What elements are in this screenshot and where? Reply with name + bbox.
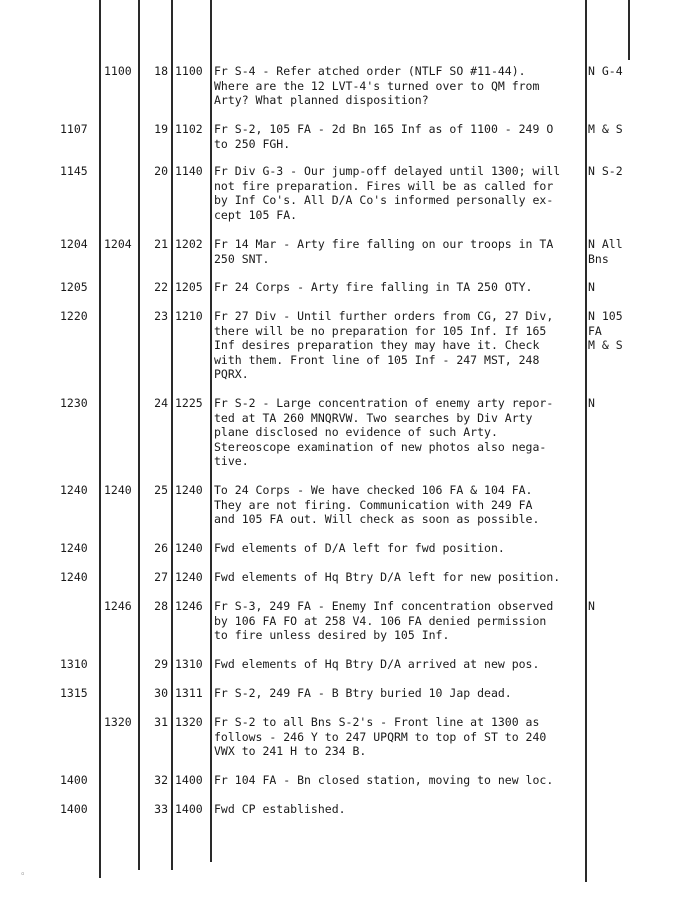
message-time: 1400 [175, 773, 203, 787]
message-line: Fwd elements of Hq Btry D/A arrived at new pos. [214, 657, 540, 671]
serial-number: 27 [154, 570, 168, 584]
message-text [214, 280, 584, 295]
message-line: Inf desires preparation they may have it. Check [214, 338, 540, 352]
time-in: 1315 [60, 686, 88, 700]
message-line: not fire preparation. Fires will be as called for [214, 178, 554, 193]
time-received: 1240 [104, 483, 132, 497]
message-line: there will be no preparation for 105 Inf. If 165 [214, 323, 547, 338]
time-in: 1205 [60, 280, 88, 294]
message-line: Fr 27 Div - Until further orders from CG, 27 Div, [214, 309, 554, 323]
scan-mark: ◦ [20, 870, 26, 880]
time-in: 1204 [60, 237, 88, 251]
message-time: 1102 [175, 122, 203, 136]
message-line: Fr S-2 - Large concentration of enemy arty repor- [214, 396, 554, 410]
time-in: 1400 [60, 802, 88, 816]
message-line: by Inf Co's. All D/A Co's informed personally ex- [214, 193, 554, 207]
message-time: 1320 [175, 715, 203, 729]
message-line: Fwd CP established. [214, 802, 346, 816]
message-line: Fr 24 Corps - Arty fire falling in TA 250 OTY. [214, 280, 533, 294]
message-text [214, 686, 584, 701]
action-taken [588, 599, 648, 614]
message-text [214, 657, 584, 672]
action-line: N [588, 396, 595, 410]
time-in: 1145 [60, 164, 88, 178]
serial-number: 19 [154, 122, 168, 136]
time-in: 1400 [60, 773, 88, 787]
serial-number: 24 [154, 396, 168, 410]
action-line: M & S [588, 122, 623, 136]
serial-number: 20 [154, 164, 168, 178]
message-text [214, 773, 584, 788]
time-in: 1240 [60, 570, 88, 584]
message-line: Fr S-2 to all Bns S-2's - Front line at 1300 as [214, 715, 540, 729]
serial-number: 21 [154, 237, 168, 251]
message-line: Arty? What planned disposition? [214, 93, 429, 107]
message-time: 1225 [175, 396, 203, 410]
message-line: tive. [214, 454, 249, 468]
action-line: N 105 [588, 309, 623, 323]
message-line: Fr S-2, 105 FA - 2d Bn 165 Inf as of 1100 - 249 O [214, 122, 554, 136]
message-text [214, 237, 584, 266]
action-line: N [588, 599, 595, 613]
message-line: To 24 Corps - We have checked 106 FA & 104 FA. [214, 483, 533, 497]
message-line: by 106 FA FO at 258 V4. 106 FA denied permission [214, 613, 547, 628]
message-line: with them. Front line of 105 Inf - 247 MST, 248 [214, 352, 540, 367]
message-time: 1210 [175, 309, 203, 323]
message-time: 1400 [175, 802, 203, 816]
serial-number: 28 [154, 599, 168, 613]
column-rule-time-rcvd [138, 0, 140, 870]
message-text [214, 541, 584, 556]
serial-number: 31 [154, 715, 168, 729]
time-in: 1240 [60, 541, 88, 555]
time-in: 1310 [60, 657, 88, 671]
message-text [214, 715, 584, 759]
message-text [214, 122, 584, 151]
action-line: M & S [588, 338, 623, 352]
message-text [214, 599, 584, 643]
message-line: Fr S-3, 249 FA - Enemy Inf concentration observed [214, 599, 554, 613]
message-text [214, 570, 584, 585]
action-taken [588, 309, 648, 353]
message-line: Fr Div G-3 - Our jump-off delayed until 1300; will [214, 164, 561, 178]
serial-number: 26 [154, 541, 168, 555]
action-line: N G-4 [588, 64, 623, 78]
serial-number: 32 [154, 773, 168, 787]
action-line: N All [588, 237, 623, 251]
serial-number: 29 [154, 657, 168, 671]
message-time: 1240 [175, 541, 203, 555]
action-line: FA [588, 323, 602, 338]
message-line: to fire unless desired by 105 Inf. [214, 628, 450, 642]
message-line: PQRX. [214, 367, 249, 381]
column-rule-serial [171, 0, 173, 870]
message-text [214, 164, 584, 222]
action-taken [588, 396, 648, 411]
time-received: 1204 [104, 237, 132, 251]
action-taken [588, 237, 648, 266]
message-time: 1100 [175, 64, 203, 78]
time-in: 1220 [60, 309, 88, 323]
time-in: 1240 [60, 483, 88, 497]
message-time: 1240 [175, 483, 203, 497]
message-line: Fr S-2, 249 FA - B Btry buried 10 Jap dead. [214, 686, 512, 700]
message-line: Fwd elements of D/A left for fwd position. [214, 541, 505, 555]
action-line: N [588, 280, 595, 294]
time-in: 1230 [60, 396, 88, 410]
time-received: 1100 [104, 64, 132, 78]
message-text [214, 64, 584, 108]
action-line: N S-2 [588, 164, 623, 178]
serial-number: 18 [154, 64, 168, 78]
message-time: 1240 [175, 570, 203, 584]
message-line: plane disclosed no evidence of such Arty. [214, 425, 498, 439]
time-in: 1107 [60, 122, 88, 136]
serial-number: 22 [154, 280, 168, 294]
action-line: Bns [588, 251, 609, 266]
action-taken [588, 164, 648, 179]
serial-number: 30 [154, 686, 168, 700]
message-time: 1246 [175, 599, 203, 613]
action-taken [588, 122, 648, 137]
message-time: 1310 [175, 657, 203, 671]
message-time: 1202 [175, 237, 203, 251]
message-line: 250 SNT. [214, 251, 270, 266]
message-time: 1205 [175, 280, 203, 294]
message-line: VWX to 241 H to 234 B. [214, 744, 367, 758]
message-time: 1311 [175, 686, 203, 700]
message-line: ted at TA 260 MNQRVW. Two searches by Div Arty [214, 410, 533, 425]
message-line: follows - 246 Y to 247 UPQRM to top of ST to 240 [214, 729, 547, 744]
message-time: 1140 [175, 164, 203, 178]
action-taken [588, 280, 648, 295]
serial-number: 23 [154, 309, 168, 323]
message-line: Fr 14 Mar - Arty fire falling on our troops in TA [214, 237, 554, 251]
message-line: Fwd elements of Hq Btry D/A left for new position. [214, 570, 561, 584]
time-received: 1320 [104, 715, 132, 729]
message-text [214, 396, 584, 469]
message-text [214, 483, 584, 527]
message-line: and 105 FA out. Will check as soon as possible. [214, 512, 540, 526]
message-line: They are not firing. Communication with 249 FA [214, 497, 533, 512]
serial-number: 25 [154, 483, 168, 497]
message-line: to 250 FGH. [214, 136, 291, 151]
message-line: Fr 104 FA - Bn closed station, moving to new loc. [214, 773, 554, 787]
message-line: Where are the 12 LVT-4's turned over to QM from [214, 78, 540, 93]
column-rule-message [585, 0, 587, 882]
column-rule-action [628, 0, 630, 60]
message-line: cept 105 FA. [214, 207, 298, 222]
time-received: 1246 [104, 599, 132, 613]
message-line: Stereoscope examination of new photos also nega- [214, 439, 547, 454]
message-line: Fr S-4 - Refer atched order (NTLF SO #11-44). [214, 64, 526, 78]
message-text [214, 309, 584, 382]
message-text [214, 802, 584, 817]
serial-number: 33 [154, 802, 168, 816]
action-taken [588, 64, 648, 79]
